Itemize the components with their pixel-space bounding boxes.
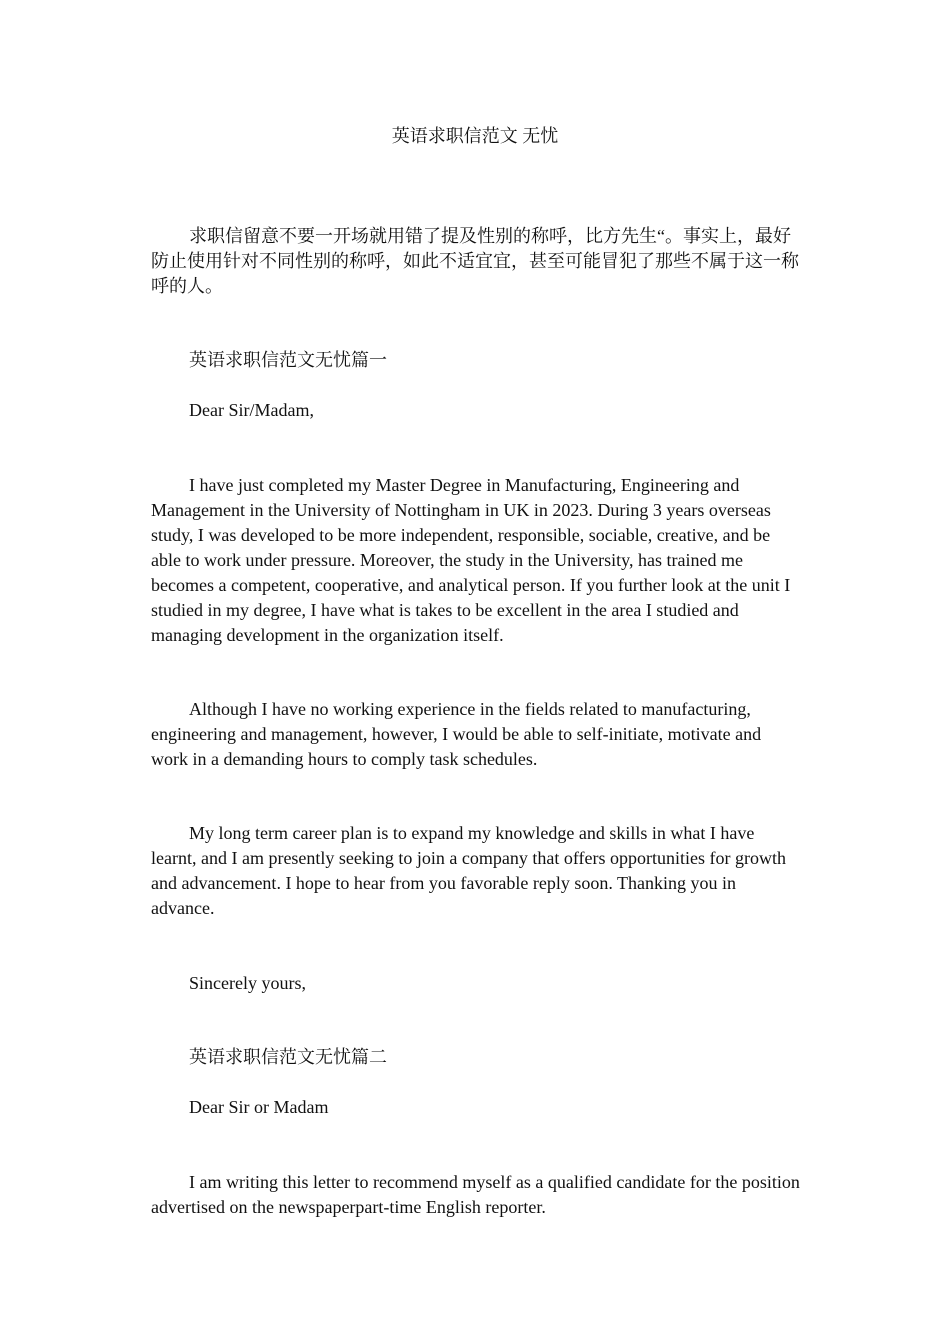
section-two-heading: 英语求职信范文无忧篇二 bbox=[189, 1047, 387, 1067]
section-one-paragraph-3: My long term career plan is to expand my knowledge and skills in what I have learnt, and I am presently seeking to join a company that offers opportunities for growth and advancement. I hope to hear from you favorable reply soon. Thanking you in advance. bbox=[151, 823, 787, 918]
section-one-salutation: Dear Sir/Madam, bbox=[189, 400, 314, 420]
section-two-paragraph-1: I am writing this letter to recommend myself as a qualified candidate for the position advertised on the newspaperpart-time English reporter. bbox=[151, 1172, 800, 1217]
section-one-paragraph-1: I have just completed my Master Degree in Manufacturing, Engineering and Management in the University of Nottingham in UK in 2023. During 3 years overseas study, I was developed to be more independent, responsible, sociable, creative, and be able to work under pressure. Moreover, the study in the University, has trained me becomes a competent, cooperative, and analytical person. If you further look at the unit I studied in my degree, I have what is takes to be excellent in the area I studied and managing development in the organization itself. bbox=[151, 475, 791, 645]
section-one-paragraph-2: Although I have no working experience in the fields related to manufacturing, engineering and management, however, I would be able to self-initiate, motivate and work in a demanding hours to comply task schedules. bbox=[151, 699, 762, 769]
section-one-closing: Sincerely yours, bbox=[189, 973, 306, 993]
document-title: 英语求职信范文 无忧 bbox=[391, 126, 559, 146]
section-two-salutation: Dear Sir or Madam bbox=[189, 1097, 329, 1117]
section-one-heading: 英语求职信范文无忧篇一 bbox=[189, 350, 387, 370]
intro-paragraph: 求职信留意不要一开场就用错了提及性别的称呼，比方先生“。事实上，最好防止使用针对不同性别的称呼，如此不适宜宜，甚至可能冒犯了那些不属于这一称呼的人。 bbox=[151, 226, 799, 296]
